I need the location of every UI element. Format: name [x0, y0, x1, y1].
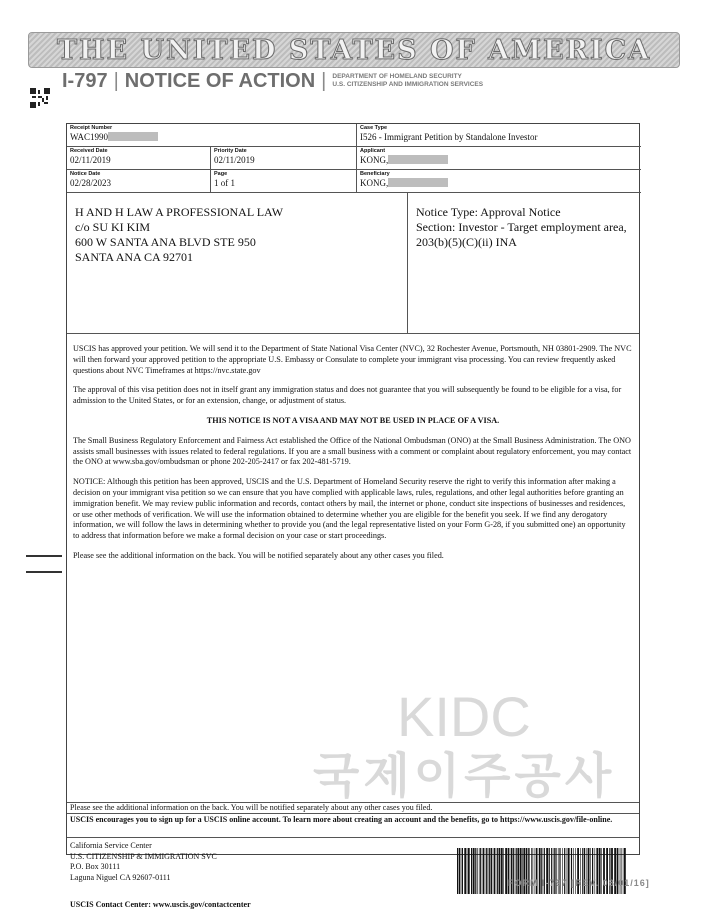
page-label: Page — [214, 171, 228, 177]
body-paragraph: NOTICE: Although this petition has been approved, USCIS and the U.S. Department of Homeland Security reserve the right to verify this information after making a decision on your immigrant visa petition so we can ensure that you have complied with applicable laws, rules, regulations, and other legal authorities before granting an immigration benefit. We may review public information and records, contact others by mail, the internet or phone, conduct site inspections of businesses and residences, or use other methods of verification. We will use the information obtained to determine whether you are eligible for the benefit you seek. If we find any derogatory information, we will follow the laws in determining whether to provide you (and the legal representative listed on your Form G-28, if you submitted one) an opportunity to address that information before we make a formal decision on your case or start proceedings. — [73, 477, 626, 541]
not-a-visa-warning: THIS NOTICE IS NOT A VISA AND MAY NOT BE USED IN PLACE OF A VISA. — [206, 415, 500, 425]
us-banner — [28, 32, 680, 68]
beneficiary-value: KONG, — [360, 178, 389, 188]
online-account-note: USCIS encourages you to sign up for a USCIS online account. To learn more about creating an account and the benefits, go to https://www.uscis.gov/file-online. — [67, 813, 639, 837]
page-value: 1 of 1 — [214, 178, 235, 188]
notice-section: Section: Investor - Target employment area, — [416, 220, 627, 234]
body-paragraph: USCIS has approved your petition. We will send it to the Department of State National Visa Center (NVC), 32 Rochester Avenue, Portsmouth, NH 03801-2909. The NVC will then forward your approved petition to the appropriate U.S. Embassy or Consulate to complete your immigrant visa processing. You can review frequently asked questions about NVC Timeframes at https://nvc.state.gov — [73, 344, 632, 375]
address-line: H AND H LAW A PROFESSIONAL LAW — [75, 205, 284, 219]
notice-type: Notice Type: Approval Notice — [416, 205, 561, 219]
center-line: California Service Center — [70, 841, 152, 850]
center-line: U.S. CITIZENSHIP & IMMIGRATION SVC — [70, 851, 217, 861]
received-date-value: 02/11/2019 — [70, 155, 111, 165]
received-date-cell — [67, 147, 211, 170]
priority-date-value: 02/11/2019 — [214, 155, 255, 165]
margin-mark — [26, 571, 62, 573]
case-type-label: Case Type — [360, 125, 388, 131]
applicant-value: KONG, — [360, 155, 389, 165]
receipt-number-value: WAC1990 — [70, 132, 108, 142]
notice-date-cell — [67, 170, 211, 193]
applicant-cell — [357, 147, 641, 170]
priority-date-label: Priority Date — [214, 148, 247, 154]
body-paragraph: The Small Business Regulatory Enforcement and Fairness Act established the Office of the National Ombudsman (ONO) at the Small Business Administration. The ONO assists small businesses with issues related to federal regulations. If you are a small business with a comment or complaint about regulatory enforcement, you may contact the ONO at www.sba.gov/ombudsman or phone 202-205-2417 or fax 202-481-5719. — [73, 435, 632, 467]
address-notice-row — [67, 193, 639, 334]
banner-text: THE UNITED STATES OF AMERICA — [56, 35, 652, 66]
received-date-label: Received Date — [70, 148, 108, 154]
footer-note: Please see the additional information on the back. You will be notified separately about any other cases you filed. — [67, 802, 639, 813]
body-paragraph: The approval of this visa petition does not in itself grant any immigration status and does not guarantee that you will subsequently be found to be eligible for a visa, for admission to the United States, or for an extension, change, or adjustment of status. — [73, 385, 622, 406]
notice-body — [67, 334, 639, 802]
form-number: I-797 — [62, 70, 108, 92]
case-header — [67, 124, 639, 193]
form-revision: FORM I-797 [REV. 08/01/16] — [508, 878, 650, 888]
beneficiary-cell — [357, 170, 641, 193]
redaction-box — [388, 178, 448, 187]
dept-line-2: U.S. CITIZENSHIP AND IMMIGRATION SERVICES — [332, 81, 484, 88]
redaction-box — [388, 155, 448, 164]
dept-line-1: DEPARTMENT OF HOMELAND SECURITY — [332, 73, 462, 80]
mailing-address — [67, 193, 408, 333]
form-title: NOTICE OF ACTION — [124, 70, 316, 92]
qr-code-icon — [30, 88, 50, 108]
service-center-row — [67, 837, 639, 912]
redaction-box — [108, 132, 158, 141]
watermark-korean: 국제이주공사 — [313, 748, 616, 804]
receipt-number-label: Receipt Number — [70, 125, 113, 131]
case-type-value: I526 - Immigrant Petition by Standalone Investor — [360, 132, 538, 142]
notice-date-label: Notice Date — [70, 171, 101, 177]
center-line: P.O. Box 30111 — [70, 862, 121, 871]
notice-date-value: 02/28/2023 — [70, 178, 112, 188]
margin-mark — [26, 555, 62, 557]
contact-center: USCIS Contact Center: www.uscis.gov/contactcenter — [70, 899, 251, 909]
notice-section-cont: 203(b)(5)(C)(ii) INA — [416, 235, 517, 249]
address-line: c/o SU KI KIM — [75, 220, 150, 234]
page-cell — [211, 170, 357, 193]
beneficiary-label: Beneficiary — [360, 171, 390, 177]
case-type-cell — [357, 124, 641, 147]
department-name — [332, 73, 483, 89]
service-center-address — [67, 838, 457, 912]
center-line: Laguna Niguel CA 92607-0111 — [70, 872, 171, 882]
title-separator: | — [113, 70, 119, 92]
priority-date-cell — [211, 147, 357, 170]
address-line: 600 W SANTA ANA BLVD STE 950 — [75, 235, 256, 249]
body-paragraph: Please see the additional information on the back. You will be notified separately about any other cases you filed. — [73, 550, 444, 560]
notice-type-block — [408, 193, 639, 333]
applicant-label: Applicant — [360, 148, 386, 154]
address-line: SANTA ANA CA 92701 — [75, 250, 194, 264]
title-separator-2: | — [321, 70, 327, 92]
form-title-bar — [62, 70, 483, 98]
receipt-number-cell — [67, 124, 357, 147]
watermark-latin: KIDC — [397, 685, 531, 748]
